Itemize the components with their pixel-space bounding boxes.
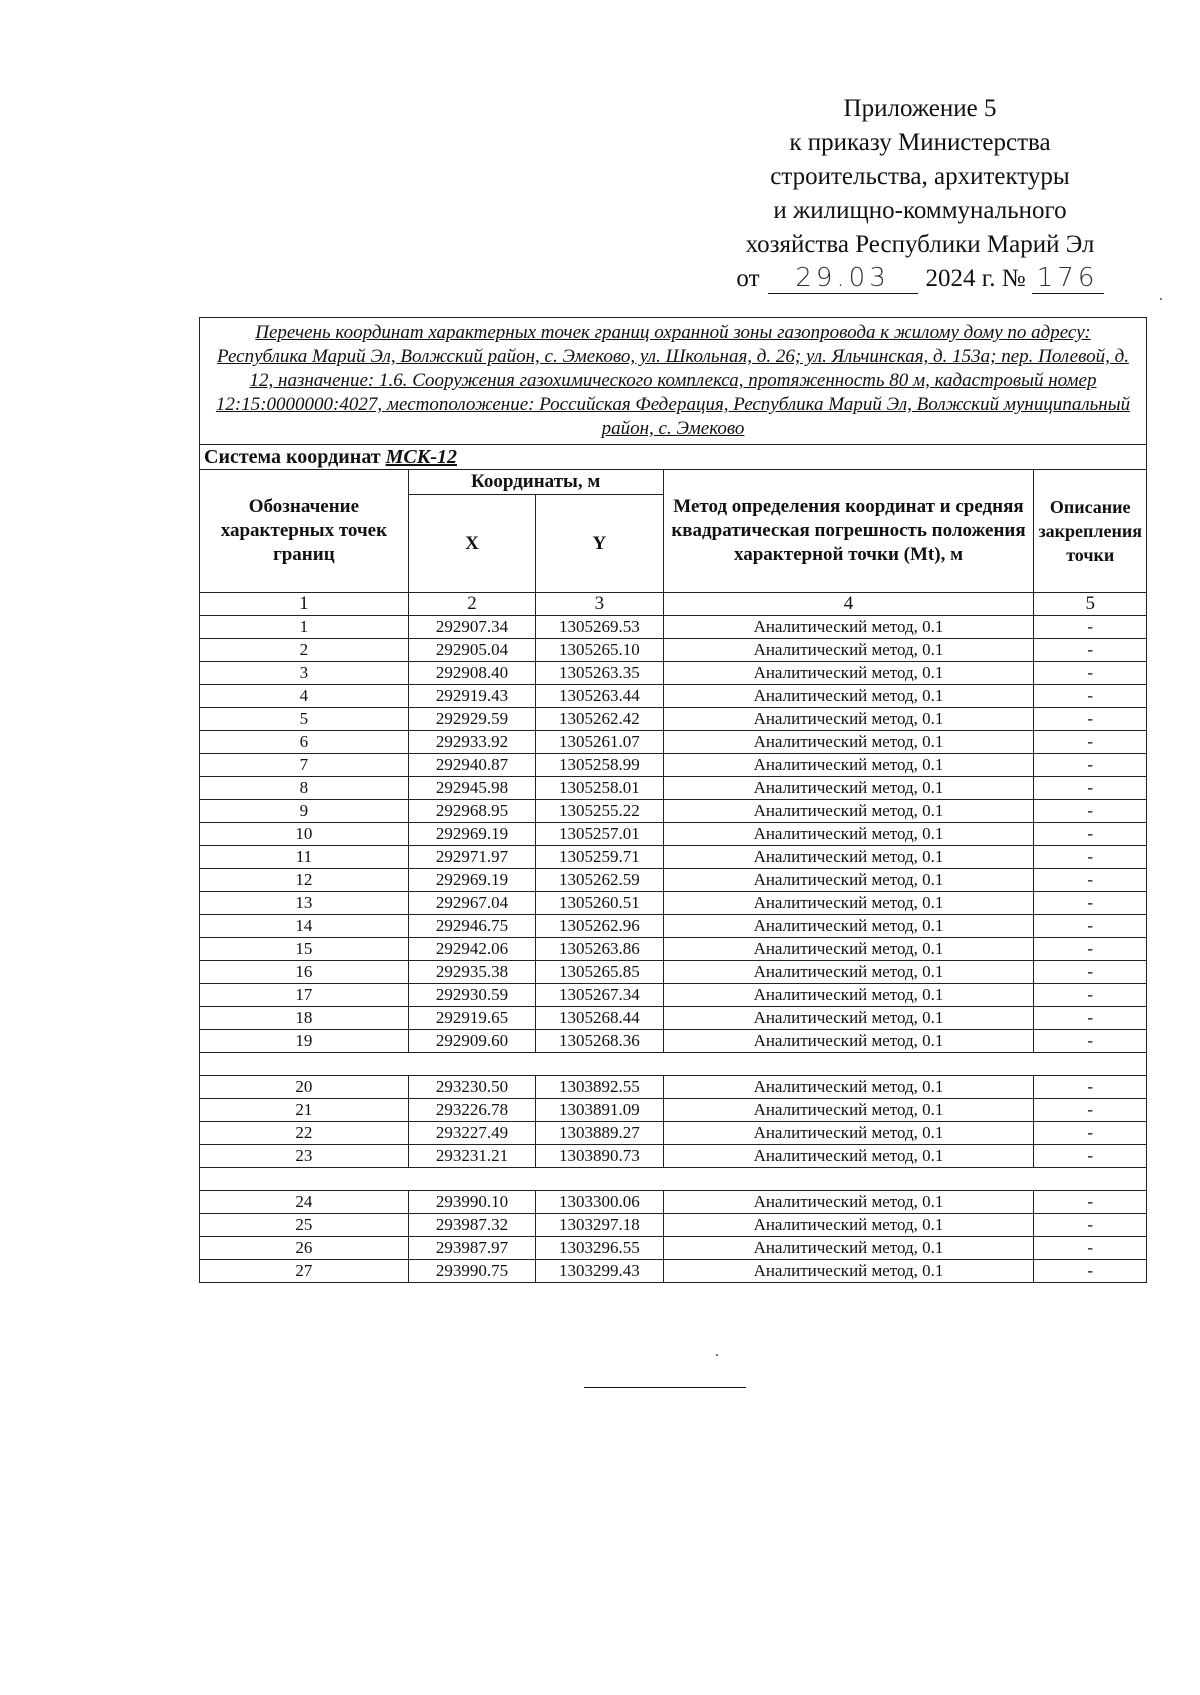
x-value: 293230.50 bbox=[408, 1076, 535, 1099]
x-value: 292942.06 bbox=[408, 938, 535, 961]
point-number: 27 bbox=[200, 1260, 409, 1283]
method-value: Аналитический метод, 0.1 bbox=[663, 754, 1034, 777]
header-desc: Описание закрепления точки bbox=[1034, 470, 1147, 593]
y-value: 1305262.59 bbox=[536, 869, 663, 892]
point-number: 25 bbox=[200, 1214, 409, 1237]
desc-value: - bbox=[1034, 1214, 1147, 1237]
order-prefix: от bbox=[736, 265, 760, 292]
point-number: 3 bbox=[200, 662, 409, 685]
x-value: 293990.10 bbox=[408, 1191, 535, 1214]
table-row bbox=[200, 1030, 1147, 1053]
desc-value: - bbox=[1034, 892, 1147, 915]
table-row bbox=[200, 708, 1147, 731]
y-value: 1303296.55 bbox=[536, 1237, 663, 1260]
method-value: Аналитический метод, 0.1 bbox=[663, 869, 1034, 892]
y-value: 1303297.18 bbox=[536, 1214, 663, 1237]
desc-value: - bbox=[1034, 662, 1147, 685]
x-value: 292967.04 bbox=[408, 892, 535, 915]
header-coords: Координаты, м bbox=[408, 470, 663, 495]
method-value: Аналитический метод, 0.1 bbox=[663, 1260, 1034, 1283]
y-value: 1305258.99 bbox=[536, 754, 663, 777]
x-value: 293226.78 bbox=[408, 1099, 535, 1122]
point-number: 17 bbox=[200, 984, 409, 1007]
desc-value: - bbox=[1034, 823, 1147, 846]
desc-value: - bbox=[1034, 1237, 1147, 1260]
table-row bbox=[200, 846, 1147, 869]
method-value: Аналитический метод, 0.1 bbox=[663, 777, 1034, 800]
y-value: 1305255.22 bbox=[536, 800, 663, 823]
table-row bbox=[200, 800, 1147, 823]
desc-value: - bbox=[1034, 1122, 1147, 1145]
x-value: 292969.19 bbox=[408, 869, 535, 892]
table-row bbox=[200, 915, 1147, 938]
y-value: 1305263.44 bbox=[536, 685, 663, 708]
x-value: 292907.34 bbox=[408, 616, 535, 639]
desc-value: - bbox=[1034, 1191, 1147, 1214]
desc-value: - bbox=[1034, 938, 1147, 961]
y-value: 1305262.42 bbox=[536, 708, 663, 731]
point-number: 14 bbox=[200, 915, 409, 938]
point-number: 2 bbox=[200, 639, 409, 662]
x-value: 292945.98 bbox=[408, 777, 535, 800]
x-value: 292929.59 bbox=[408, 708, 535, 731]
y-value: 1303891.09 bbox=[536, 1099, 663, 1122]
order-date-handwritten: 29.03 bbox=[768, 263, 918, 294]
group-separator-row bbox=[200, 1053, 1147, 1076]
method-value: Аналитический метод, 0.1 bbox=[663, 1191, 1034, 1214]
group-separator bbox=[200, 1168, 1147, 1191]
header-method: Метод определения координат и средняя квадратическая погрешность положения характерной точки (Mt), м bbox=[663, 470, 1034, 593]
table-row bbox=[200, 1007, 1147, 1030]
coordinate-system bbox=[200, 445, 1147, 470]
caption-row bbox=[200, 318, 1147, 445]
y-value: 1305262.96 bbox=[536, 915, 663, 938]
method-value: Аналитический метод, 0.1 bbox=[663, 662, 1034, 685]
y-value: 1305267.34 bbox=[536, 984, 663, 1007]
header-line-5: хозяйства Республики Марий Эл bbox=[745, 231, 1095, 258]
table-row bbox=[200, 823, 1147, 846]
table-row bbox=[200, 1099, 1147, 1122]
y-value: 1303300.06 bbox=[536, 1191, 663, 1214]
table-row bbox=[200, 1122, 1147, 1145]
point-number: 24 bbox=[200, 1191, 409, 1214]
column-number: 5 bbox=[1034, 593, 1147, 616]
table-row bbox=[200, 1076, 1147, 1099]
group-separator bbox=[200, 1053, 1147, 1076]
method-value: Аналитический метод, 0.1 bbox=[663, 1030, 1034, 1053]
coordinates-table bbox=[199, 317, 1147, 1283]
column-number-row bbox=[200, 593, 1147, 616]
desc-value: - bbox=[1034, 846, 1147, 869]
point-number: 23 bbox=[200, 1145, 409, 1168]
x-value: 292969.19 bbox=[408, 823, 535, 846]
x-value: 293231.21 bbox=[408, 1145, 535, 1168]
column-number: 2 bbox=[408, 593, 535, 616]
point-number: 9 bbox=[200, 800, 409, 823]
method-value: Аналитический метод, 0.1 bbox=[663, 984, 1034, 1007]
scan-speck bbox=[716, 1354, 718, 1356]
x-value: 292919.43 bbox=[408, 685, 535, 708]
group-separator-row bbox=[200, 1168, 1147, 1191]
scan-speck bbox=[1160, 298, 1162, 300]
point-number: 7 bbox=[200, 754, 409, 777]
desc-value: - bbox=[1034, 754, 1147, 777]
x-value: 292940.87 bbox=[408, 754, 535, 777]
y-value: 1305268.44 bbox=[536, 1007, 663, 1030]
y-value: 1305269.53 bbox=[536, 616, 663, 639]
desc-value: - bbox=[1034, 1099, 1147, 1122]
x-value: 292930.59 bbox=[408, 984, 535, 1007]
y-value: 1305260.51 bbox=[536, 892, 663, 915]
table-caption: Перечень координат характерных точек границ охранной зоны газопровода к жилому дому по адресу: Республика Марий Эл, Волжский район, с. Эмеково, ул. Школьная, д. 26; ул. Яльчинская, д. 153а; пер. Полевой, д. 12, назначение: 1.6. Сооружения газохимического комплекса, протяженность 80 м, кадастровый номер 12:15:0000000:4027, местоположение: Российская Федерация, Республика Марий Эл, Волжский муниципальный район, с. Эмеково bbox=[200, 318, 1147, 445]
header-line-4: и жилищно-коммунального bbox=[773, 197, 1067, 224]
appendix-header bbox=[700, 92, 1140, 296]
method-value: Аналитический метод, 0.1 bbox=[663, 639, 1034, 662]
table-row bbox=[200, 616, 1147, 639]
header-x: X bbox=[408, 495, 535, 593]
header-point: Обозначение характерных точек границ bbox=[200, 470, 409, 593]
method-value: Аналитический метод, 0.1 bbox=[663, 800, 1034, 823]
point-number: 11 bbox=[200, 846, 409, 869]
header-line-2: к приказу Министерства bbox=[789, 129, 1051, 156]
header-row-1 bbox=[200, 470, 1147, 495]
method-value: Аналитический метод, 0.1 bbox=[663, 708, 1034, 731]
method-value: Аналитический метод, 0.1 bbox=[663, 731, 1034, 754]
point-number: 12 bbox=[200, 869, 409, 892]
x-value: 292933.92 bbox=[408, 731, 535, 754]
x-value: 293987.97 bbox=[408, 1237, 535, 1260]
y-value: 1305257.01 bbox=[536, 823, 663, 846]
method-value: Аналитический метод, 0.1 bbox=[663, 961, 1034, 984]
point-number: 16 bbox=[200, 961, 409, 984]
header-line-3: строительства, архитектуры bbox=[770, 163, 1070, 190]
table-row bbox=[200, 1145, 1147, 1168]
table-row bbox=[200, 639, 1147, 662]
table-row bbox=[200, 869, 1147, 892]
y-value: 1305258.01 bbox=[536, 777, 663, 800]
method-value: Аналитический метод, 0.1 bbox=[663, 1145, 1034, 1168]
point-number: 1 bbox=[200, 616, 409, 639]
desc-value: - bbox=[1034, 961, 1147, 984]
table-row bbox=[200, 662, 1147, 685]
x-value: 293987.32 bbox=[408, 1214, 535, 1237]
desc-value: - bbox=[1034, 616, 1147, 639]
point-number: 20 bbox=[200, 1076, 409, 1099]
table-row bbox=[200, 685, 1147, 708]
desc-value: - bbox=[1034, 915, 1147, 938]
point-number: 15 bbox=[200, 938, 409, 961]
method-value: Аналитический метод, 0.1 bbox=[663, 685, 1034, 708]
closing-rule bbox=[584, 1387, 746, 1388]
coordinate-system-label: Система координат bbox=[204, 446, 381, 468]
point-number: 10 bbox=[200, 823, 409, 846]
x-value: 292919.65 bbox=[408, 1007, 535, 1030]
table-row bbox=[200, 1214, 1147, 1237]
desc-value: - bbox=[1034, 1007, 1147, 1030]
method-value: Аналитический метод, 0.1 bbox=[663, 846, 1034, 869]
table-row bbox=[200, 1191, 1147, 1214]
table-row bbox=[200, 1237, 1147, 1260]
x-value: 293990.75 bbox=[408, 1260, 535, 1283]
point-number: 21 bbox=[200, 1099, 409, 1122]
method-value: Аналитический метод, 0.1 bbox=[663, 1076, 1034, 1099]
y-value: 1305265.85 bbox=[536, 961, 663, 984]
desc-value: - bbox=[1034, 1030, 1147, 1053]
method-value: Аналитический метод, 0.1 bbox=[663, 892, 1034, 915]
desc-value: - bbox=[1034, 869, 1147, 892]
order-year: 2024 г. № bbox=[925, 265, 1026, 292]
method-value: Аналитический метод, 0.1 bbox=[663, 1007, 1034, 1030]
x-value: 292946.75 bbox=[408, 915, 535, 938]
point-number: 6 bbox=[200, 731, 409, 754]
point-number: 26 bbox=[200, 1237, 409, 1260]
column-number: 4 bbox=[663, 593, 1034, 616]
x-value: 292971.97 bbox=[408, 846, 535, 869]
x-value: 292968.95 bbox=[408, 800, 535, 823]
order-line bbox=[700, 262, 1140, 296]
y-value: 1305265.10 bbox=[536, 639, 663, 662]
table-row bbox=[200, 892, 1147, 915]
point-number: 8 bbox=[200, 777, 409, 800]
point-number: 5 bbox=[200, 708, 409, 731]
method-value: Аналитический метод, 0.1 bbox=[663, 1099, 1034, 1122]
y-value: 1305268.36 bbox=[536, 1030, 663, 1053]
table-row bbox=[200, 961, 1147, 984]
header-y: Y bbox=[536, 495, 663, 593]
point-number: 4 bbox=[200, 685, 409, 708]
method-value: Аналитический метод, 0.1 bbox=[663, 938, 1034, 961]
desc-value: - bbox=[1034, 984, 1147, 1007]
method-value: Аналитический метод, 0.1 bbox=[663, 1122, 1034, 1145]
y-value: 1303890.73 bbox=[536, 1145, 663, 1168]
column-number: 3 bbox=[536, 593, 663, 616]
y-value: 1305263.35 bbox=[536, 662, 663, 685]
coordinate-system-code: МСК-12 bbox=[385, 446, 457, 468]
table-row bbox=[200, 1260, 1147, 1283]
desc-value: - bbox=[1034, 1260, 1147, 1283]
x-value: 292908.40 bbox=[408, 662, 535, 685]
x-value: 293227.49 bbox=[408, 1122, 535, 1145]
table-row bbox=[200, 938, 1147, 961]
x-value: 292905.04 bbox=[408, 639, 535, 662]
table-row bbox=[200, 754, 1147, 777]
method-value: Аналитический метод, 0.1 bbox=[663, 1214, 1034, 1237]
y-value: 1305259.71 bbox=[536, 846, 663, 869]
point-number: 13 bbox=[200, 892, 409, 915]
point-number: 18 bbox=[200, 1007, 409, 1030]
column-number: 1 bbox=[200, 593, 409, 616]
x-value: 292935.38 bbox=[408, 961, 535, 984]
desc-value: - bbox=[1034, 1145, 1147, 1168]
desc-value: - bbox=[1034, 685, 1147, 708]
table-row bbox=[200, 984, 1147, 1007]
y-value: 1305263.86 bbox=[536, 938, 663, 961]
x-value: 292909.60 bbox=[408, 1030, 535, 1053]
method-value: Аналитический метод, 0.1 bbox=[663, 915, 1034, 938]
desc-value: - bbox=[1034, 1076, 1147, 1099]
method-value: Аналитический метод, 0.1 bbox=[663, 823, 1034, 846]
desc-value: - bbox=[1034, 777, 1147, 800]
y-value: 1305261.07 bbox=[536, 731, 663, 754]
method-value: Аналитический метод, 0.1 bbox=[663, 616, 1034, 639]
point-number: 22 bbox=[200, 1122, 409, 1145]
table-row bbox=[200, 731, 1147, 754]
system-row bbox=[200, 445, 1147, 470]
header-line-1: Приложение 5 bbox=[843, 95, 997, 122]
method-value: Аналитический метод, 0.1 bbox=[663, 1237, 1034, 1260]
desc-value: - bbox=[1034, 639, 1147, 662]
desc-value: - bbox=[1034, 731, 1147, 754]
desc-value: - bbox=[1034, 800, 1147, 823]
y-value: 1303892.55 bbox=[536, 1076, 663, 1099]
table-row bbox=[200, 777, 1147, 800]
point-number: 19 bbox=[200, 1030, 409, 1053]
desc-value: - bbox=[1034, 708, 1147, 731]
order-number-handwritten: 176 bbox=[1032, 263, 1104, 294]
y-value: 1303889.27 bbox=[536, 1122, 663, 1145]
y-value: 1303299.43 bbox=[536, 1260, 663, 1283]
